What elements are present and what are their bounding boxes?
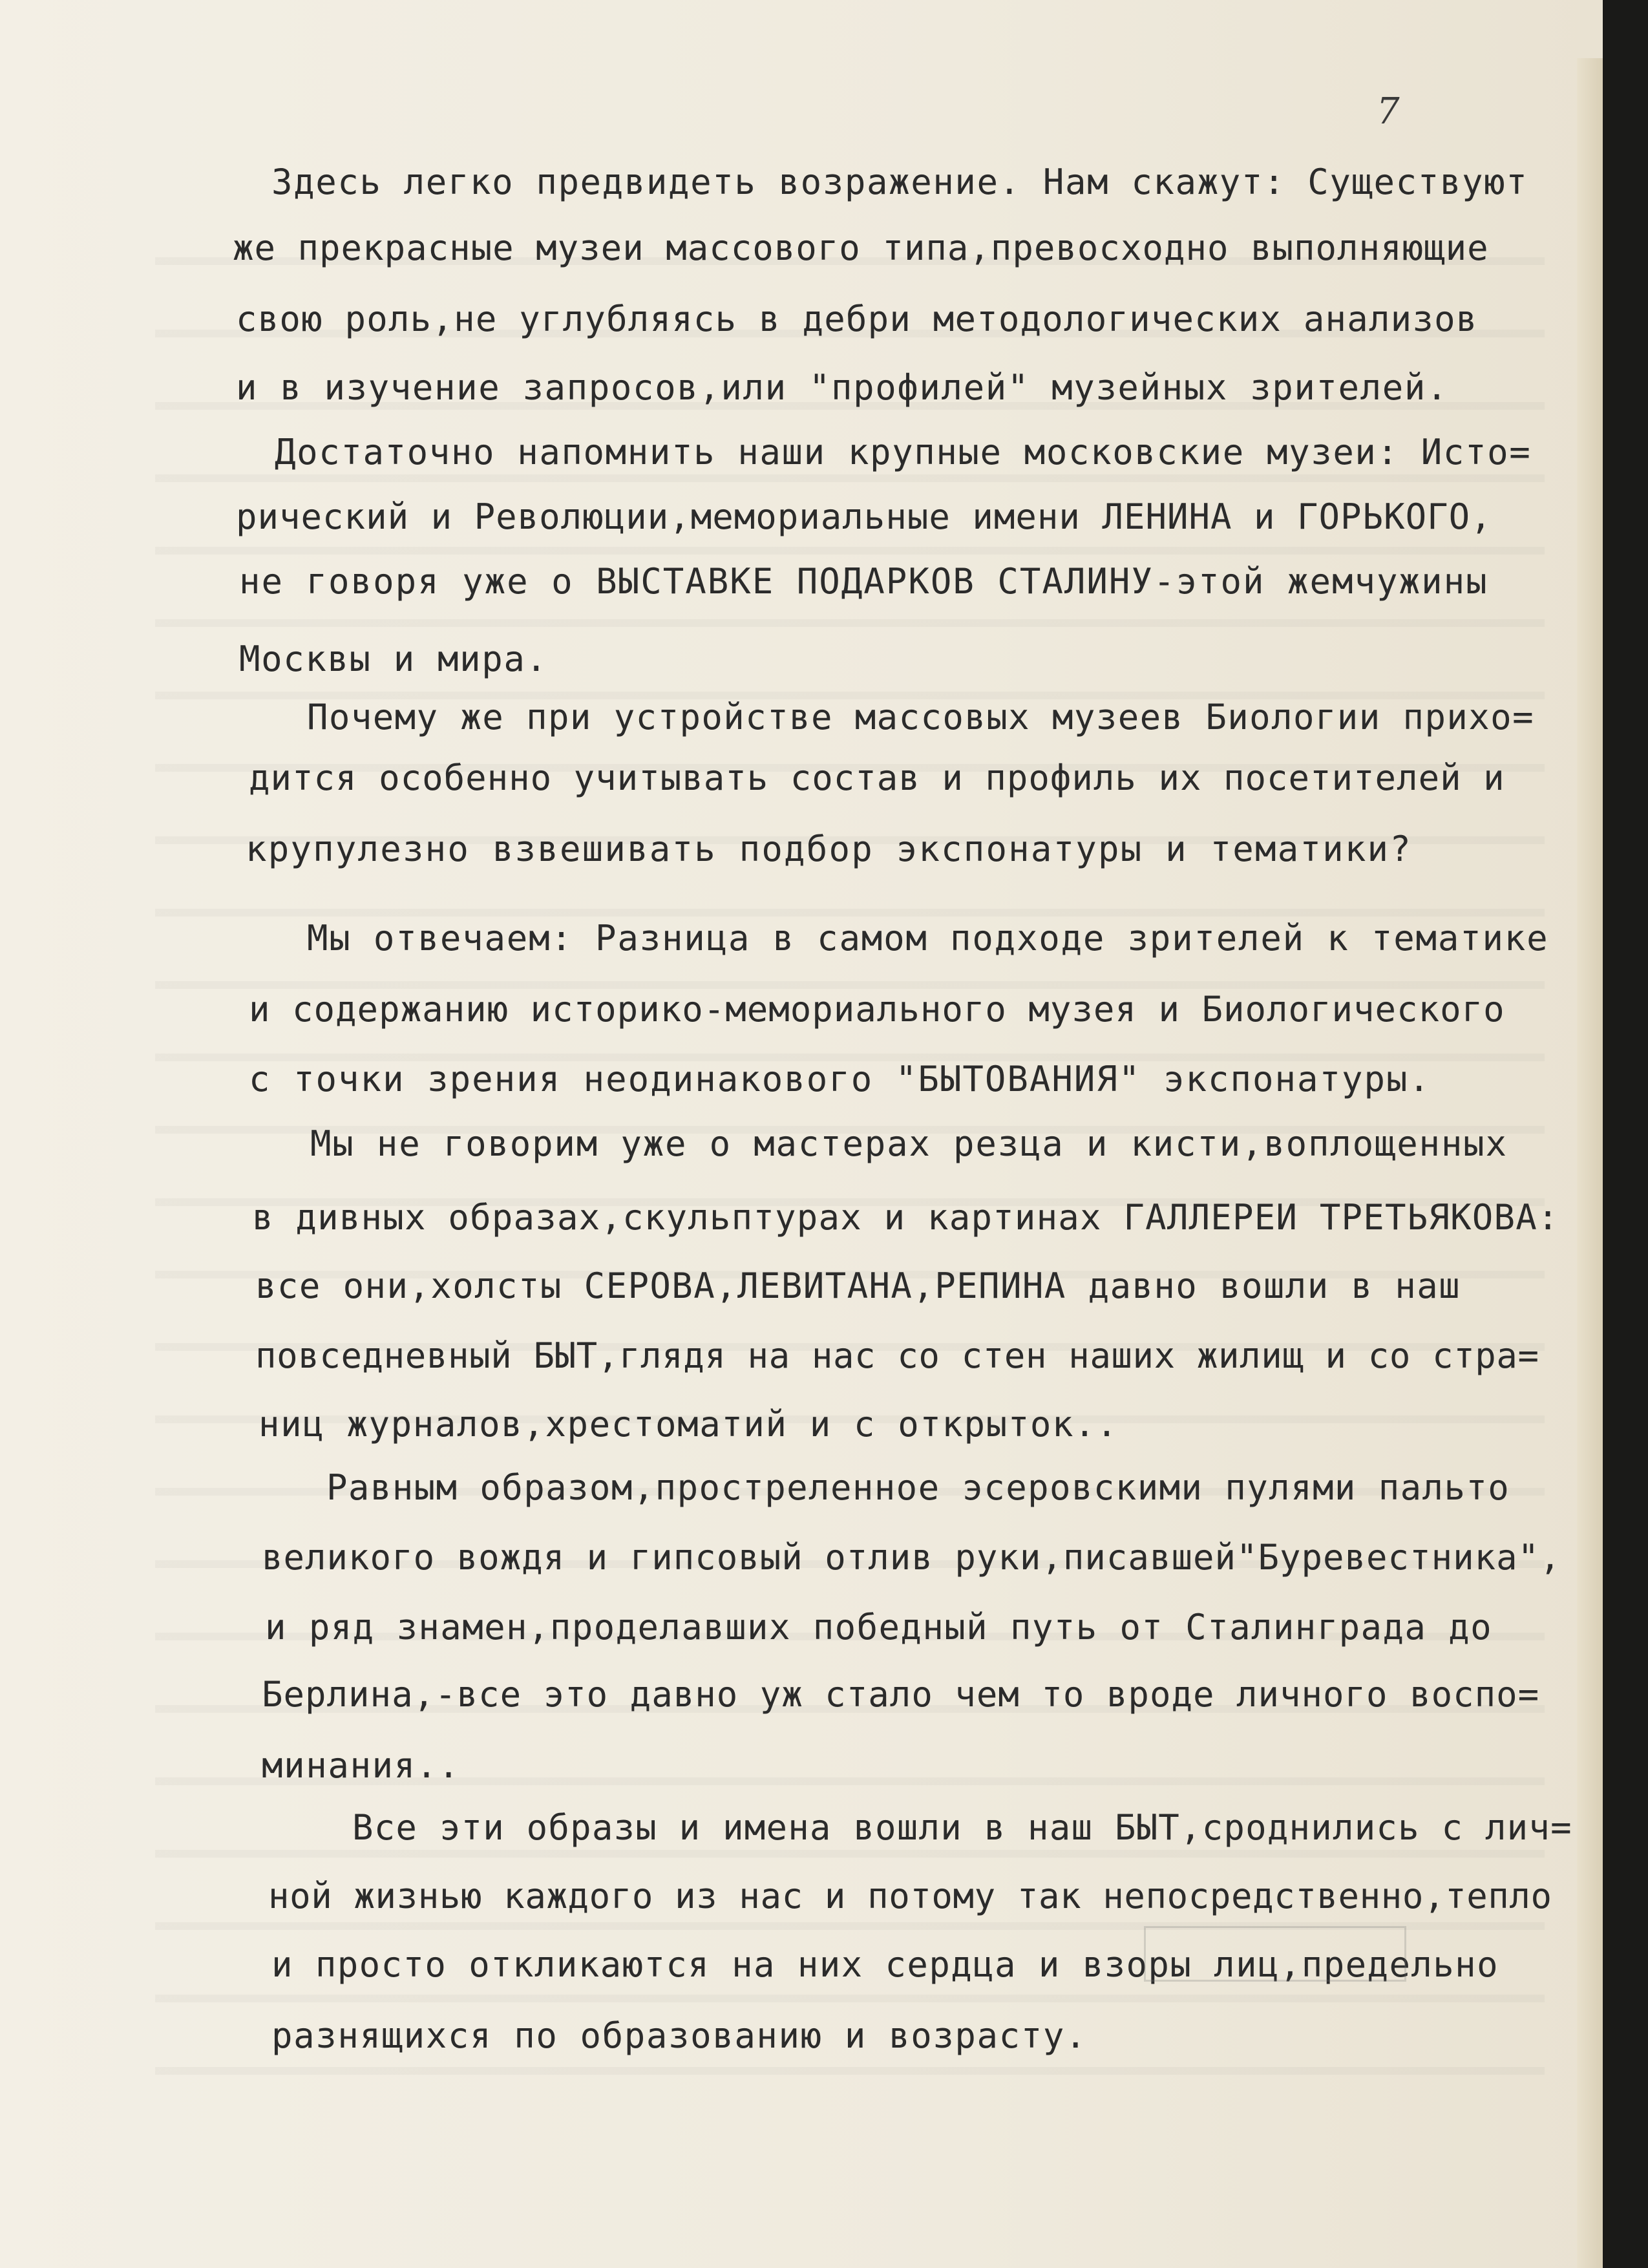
text-line: Здесь легко предвидеть возражение. Нам скажут: Существуют bbox=[271, 162, 1528, 202]
text-line: свою роль,не углубляясь в дебри методологических анализов bbox=[236, 299, 1478, 339]
text-line: в дивных образах,скульптурах и картинах ГАЛЛЕРЕИ ТРЕТЬЯКОВА: bbox=[252, 1197, 1559, 1238]
faint-stamp bbox=[1144, 1926, 1406, 1982]
text-line: и содержанию историко-мемориального музея и Биологического bbox=[249, 989, 1505, 1030]
text-line: крупулезно взвешивать подбор экспонатуры и тематики? bbox=[246, 829, 1412, 869]
text-line: Берлина,-все это давно уж стало чем то вроде личного воспо= bbox=[262, 1674, 1540, 1715]
text-line: великого вождя и гипсовый отлив руки,писавшей"Буревестника", bbox=[262, 1537, 1561, 1578]
text-line: Москвы и мира. bbox=[239, 639, 548, 679]
text-line: ной жизнью каждого из нас и потому так непосредственно,тепло bbox=[268, 1876, 1552, 1916]
text-line: Мы не говорим уже о мастерах резца и кисти,воплощенных bbox=[310, 1123, 1508, 1164]
paper-edge bbox=[1577, 58, 1603, 2268]
text-line: разнящихся по образованию и возрасту. bbox=[271, 2015, 1088, 2056]
text-line: дится особенно учитывать состав и профиль их посетителей и bbox=[249, 758, 1505, 798]
text-line: же прекрасные музеи массового типа,превосходно выполняющие bbox=[233, 228, 1489, 268]
page-number: 7 bbox=[1377, 90, 1400, 132]
text-line: и просто откликаются на них сердца и взоры лиц,предельно bbox=[271, 1944, 1499, 1985]
text-line: все они,холсты СЕРОВА,ЛЕВИТАНА,РЕПИНА давно вошли в наш bbox=[255, 1266, 1461, 1306]
text-line: Почему же при устройстве массовых музеев Биологии прихо= bbox=[307, 697, 1535, 737]
text-line: ниц журналов,хрестоматий и с открыток.. bbox=[259, 1404, 1119, 1445]
text-line: и ряд знамен,проделавших победный путь от Сталинграда до bbox=[265, 1607, 1493, 1648]
text-line: Мы отвечаем: Разница в самом подходе зрителей к тематике bbox=[307, 918, 1549, 959]
text-line: и в изучение запросов,или "профилей" музейных зрителей. bbox=[236, 367, 1449, 408]
text-line: с точки зрения неодинакового "БЫТОВАНИЯ" экспонатуры. bbox=[249, 1059, 1431, 1099]
text-line: минания.. bbox=[262, 1745, 460, 1786]
text-line: не говоря уже о ВЫСТАВКЕ ПОДАРКОВ СТАЛИНУ-этой жемчужины bbox=[239, 561, 1488, 602]
text-line: рический и Революции,мемориальные имени ЛЕНИНА и ГОРЬКОГО, bbox=[236, 496, 1492, 537]
text-line: Равным образом,простреленное эсеровскими пулями пальто bbox=[326, 1467, 1510, 1508]
text-line: повседневный БЫТ,глядя на нас со стен наших жилищ и со стра= bbox=[255, 1335, 1539, 1376]
text-line: Достаточно напомнить наши крупные московские музеи: Исто= bbox=[275, 432, 1532, 472]
text-line: Все эти образы и имена вошли в наш БЫТ,сроднились с лич= bbox=[352, 1807, 1572, 1848]
